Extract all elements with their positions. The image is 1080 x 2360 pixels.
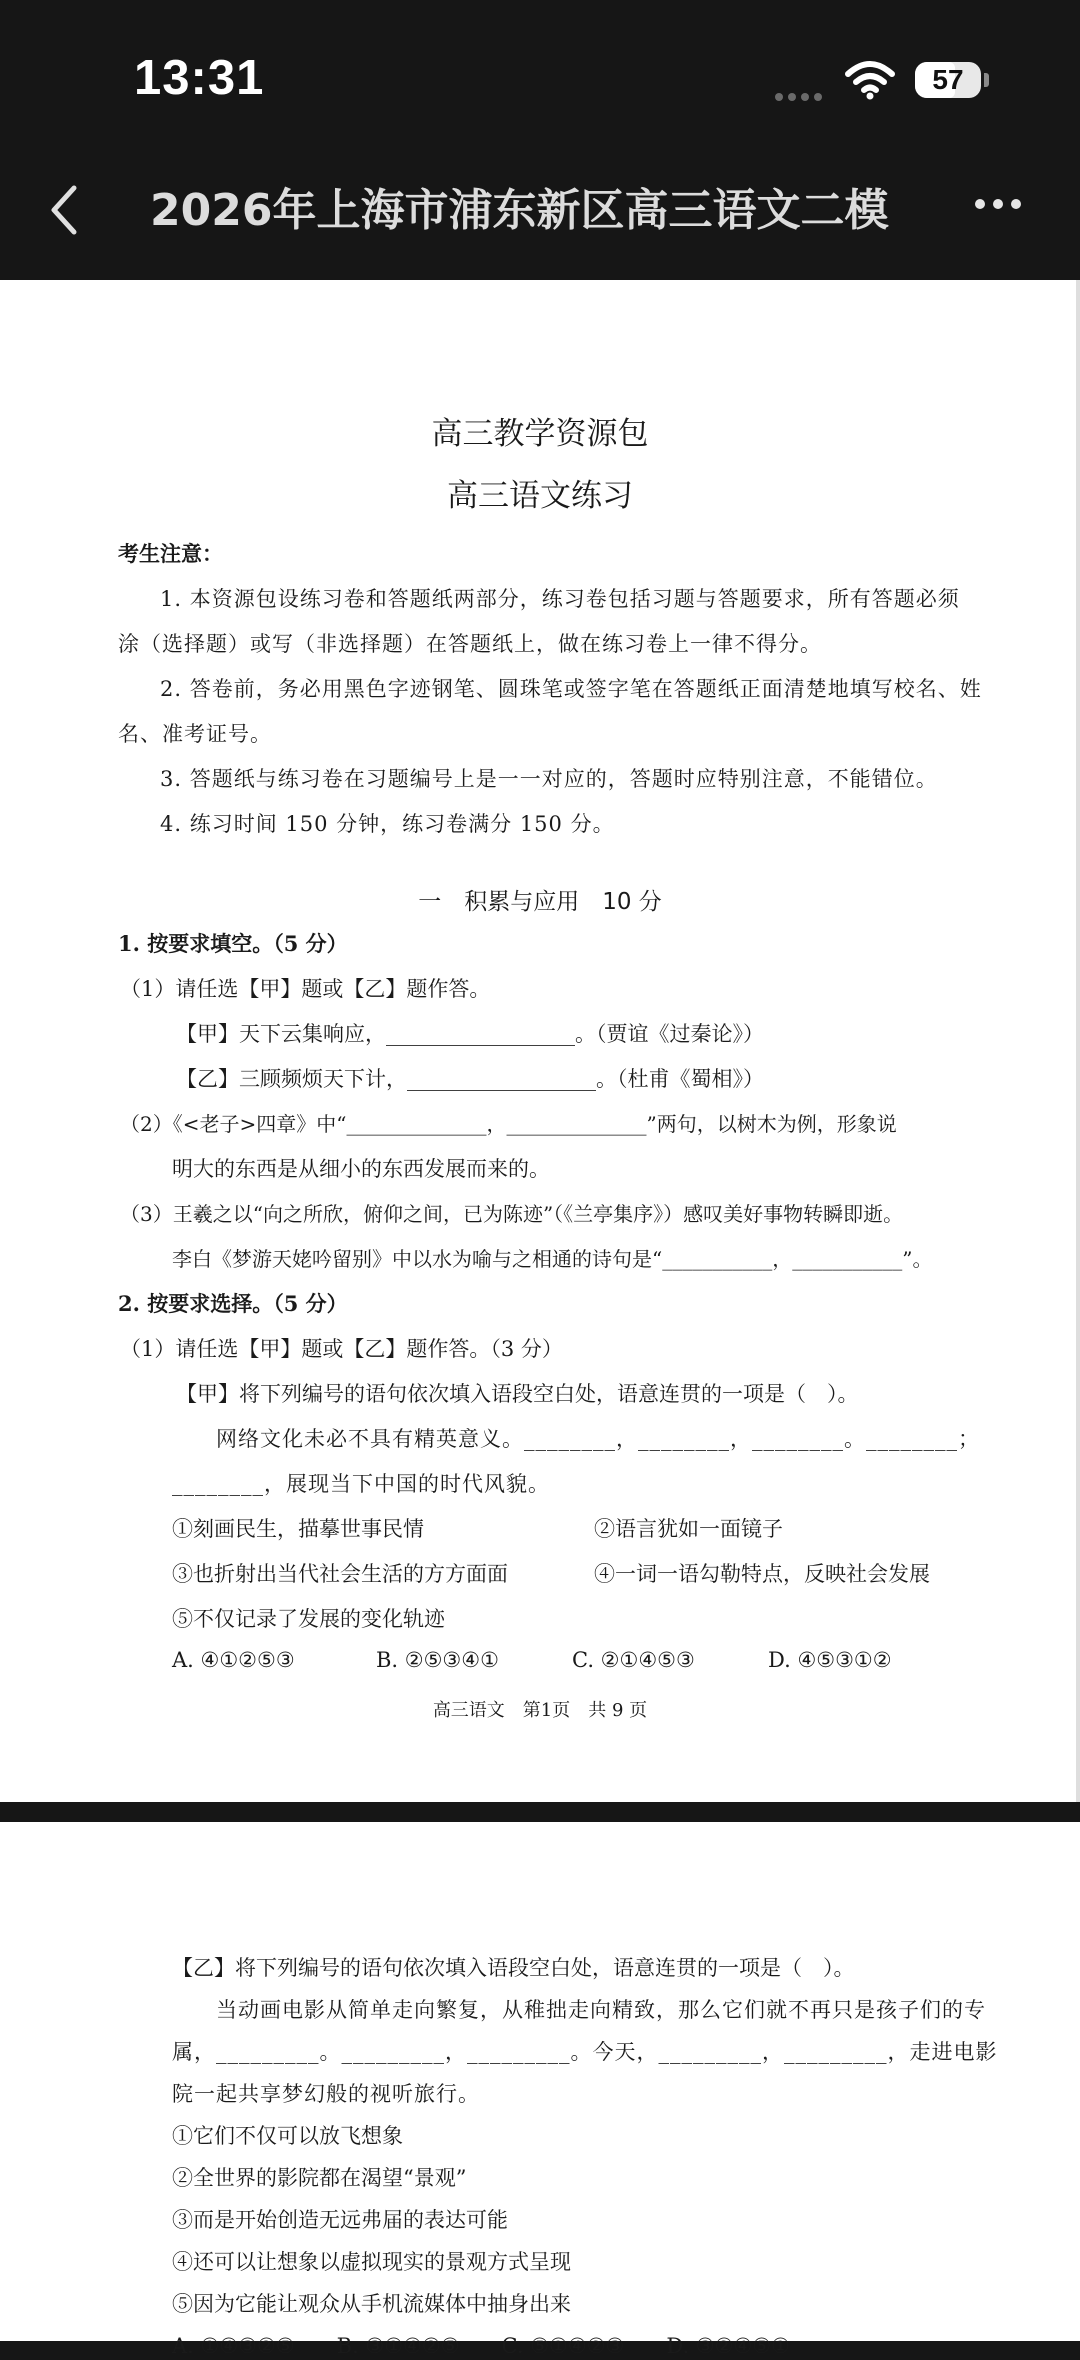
notice-2b: 名、准考证号。 [118, 722, 272, 746]
sentence-1: ①它们不仅可以放飞想象 [172, 2124, 403, 2148]
option-2: ②语言犹如一面镜子 [594, 1517, 783, 1541]
yi-passage-2: 属，_________。_________，_________。今天，_________，_________，走进电影 [172, 2040, 998, 2064]
document-page-1 [0, 280, 1080, 1802]
sentence-2: ②全世界的影院都在渴望“景观” [172, 2166, 467, 2190]
battery-tip [984, 73, 989, 87]
q2-title: 2. 按要求选择。（5 分） [118, 1291, 348, 1316]
yi-passage-1: 当动画电影从简单走向繁复，从稚拙走向精致，那么它们就不再只是孩子们的专 [216, 1998, 986, 2022]
choice-a: A. ④①②⑤③ [172, 1648, 295, 1672]
yi-choices: A. ①④③②⑤ B. ③①④②⑤ C. ⑤①④②③ D. ③②④⑤① [172, 2334, 790, 2358]
document-page-2 [0, 1822, 1080, 2358]
page-subtitle: 高三语文练习 [447, 478, 633, 514]
q1-2a: （2）《<老子>四章》中“______________，______________”两句，以树木为例，形象说 [120, 1112, 897, 1136]
yi-passage-3: 院一起共享梦幻般的视听旅行。 [172, 2082, 480, 2106]
sentence-4: ④还可以让想象以虚拟现实的景观方式呈现 [172, 2250, 571, 2274]
battery-icon [915, 62, 981, 98]
status-bar [0, 0, 1080, 150]
notice-2a: 2. 答卷前，务必用黑色字迹钢笔、圆珠笔或签字笔在答题纸正面清楚地填写校名、姓 [160, 677, 982, 701]
q1-3a: （3）王羲之以“向之所欣，俯仰之间，已为陈迹”（《兰亭集序》）感叹美好事物转瞬即逝。 [120, 1202, 904, 1226]
notice-4: 4. 练习时间 150 分钟，练习卷满分 150 分。 [160, 812, 615, 836]
q2-1-passage-2: ________，展现当下中国的时代风貌。 [172, 1472, 550, 1496]
section-title: 一 积累与应用 10 分 [418, 889, 662, 915]
q1-1: （1）请任选【甲】题或【乙】题作答。 [120, 977, 491, 1001]
page-footer: 高三语文 第1页 共 9 页 [432, 1700, 648, 1721]
choice-d: D. ④⑤③①② [768, 1648, 892, 1672]
q1-3b: 李白《梦游天姥吟留别》中以水为喻与之相通的诗句是“___________，___________”。 [172, 1247, 933, 1271]
sentence-5: ⑤因为它能让观众从手机流媒体中抽身出来 [172, 2292, 571, 2316]
q1-1-jia: 【甲】天下云集响应，__________________。（贾谊《过秦论》） [176, 1022, 764, 1046]
choice-b: B. ②⑤③④① [376, 1648, 499, 1672]
option-5: ⑤不仅记录了发展的变化轨迹 [172, 1607, 445, 1631]
more-options-icon[interactable] [975, 194, 1035, 218]
signal-icon [775, 86, 827, 105]
battery-level: 57 [932, 64, 964, 95]
option-3: ③也折射出当代社会生活的方方面面 [172, 1562, 508, 1586]
notice-1a: 1. 本资源包设练习卷和答题纸两部分，练习卷包括习题与答题要求，所有答题必须 [160, 587, 960, 611]
q2-1-passage-1: 网络文化未必不具有精英意义。________，________，________。________； [216, 1427, 980, 1451]
back-chevron-icon[interactable] [44, 180, 84, 240]
q2-1: （1）请任选【甲】题或【乙】题作答。（3 分） [120, 1337, 563, 1361]
q2-1-jia: 【甲】将下列编号的语句依次填入语段空白处，语意连贯的一项是（ ）。 [176, 1382, 859, 1406]
notice-3: 3. 答题纸与练习卷在习题编号上是一一对应的，答题时应特别注意，不能错位。 [160, 767, 938, 791]
yi-question: 【乙】将下列编号的语句依次填入语段空白处，语意连贯的一项是（ ）。 [172, 1956, 855, 1980]
sentence-3: ③而是开始创造无远弗届的表达可能 [172, 2208, 508, 2232]
choice-c: C. ②①④⑤③ [572, 1648, 695, 1672]
notice-1b: 涂（选择题）或写（非选择题）在答题纸上，做在练习卷上一律不得分。 [118, 632, 822, 656]
document-title: 2026年上海市浦东新区高三语文二模 [150, 185, 889, 236]
option-1: ①刻画民生，描摹世事民情 [172, 1517, 424, 1541]
page-title: 高三教学资源包 [431, 416, 649, 452]
wifi-icon [844, 60, 896, 100]
q1-title: 1. 按要求填空。（5 分） [118, 931, 348, 956]
q1-1-yi: 【乙】三顾频烦天下计，__________________。（杜甫《蜀相》） [176, 1067, 764, 1091]
notice-heading: 考生注意： [118, 541, 223, 566]
page-edge [1076, 280, 1080, 1802]
status-time: 13:31 [134, 51, 265, 105]
q1-2b: 明大的东西是从细小的东西发展而来的。 [172, 1157, 550, 1181]
option-4: ④一词一语勾勒特点，反映社会发展 [594, 1562, 930, 1586]
